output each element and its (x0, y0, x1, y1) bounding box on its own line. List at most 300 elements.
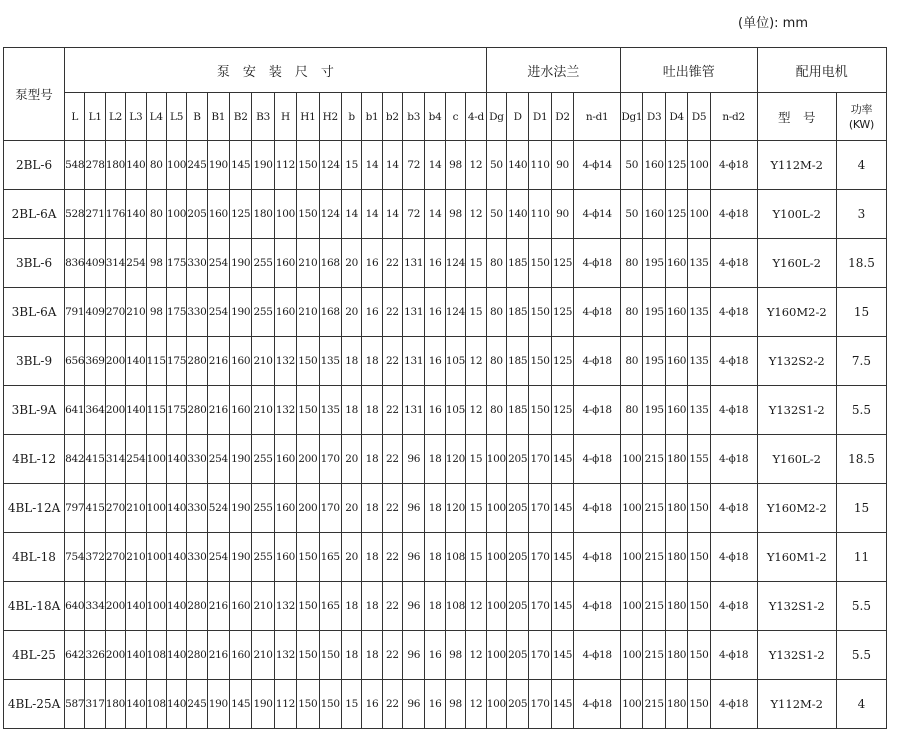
outlet-cell: 180 (665, 435, 687, 484)
dim-cell: 145 (229, 680, 251, 729)
dim-cell: 96 (403, 680, 425, 729)
inlet-cell: 125 (551, 239, 573, 288)
dim-cell: 22 (382, 680, 402, 729)
dim-cell: 150 (297, 190, 319, 239)
dim-cell: 334 (85, 582, 105, 631)
inlet-cell: 150 (529, 337, 551, 386)
dim-cell: 168 (319, 239, 341, 288)
inlet-cell: 205 (507, 484, 529, 533)
dim-cell: 16 (362, 288, 382, 337)
dim-cell: 245 (187, 141, 207, 190)
table-row (4, 435, 887, 484)
inlet-cell: 205 (507, 533, 529, 582)
dim-cell: 108 (146, 680, 166, 729)
pump-model-cell: 3BL-6A (4, 288, 65, 337)
dim-cell: 409 (85, 288, 105, 337)
dim-cell: 18 (362, 337, 382, 386)
motor-model-cell: Y132S1-2 (757, 582, 836, 631)
dim-cell: 140 (126, 337, 146, 386)
col-header-dim: b2 (382, 93, 402, 141)
dim-cell: 245 (187, 680, 207, 729)
outlet-cell: 215 (643, 631, 665, 680)
motor-model-cell: Y160L-2 (757, 239, 836, 288)
motor-power-cell: 7.5 (836, 337, 886, 386)
motor-power-cell: 11 (836, 533, 886, 582)
dim-cell: 15 (466, 484, 487, 533)
inlet-cell: 4-ϕ18 (574, 631, 621, 680)
table-row (4, 386, 887, 435)
pump-model-cell: 3BL-9 (4, 337, 65, 386)
dim-cell: 16 (425, 631, 445, 680)
dim-cell: 100 (274, 190, 296, 239)
dim-cell: 254 (207, 435, 229, 484)
outlet-cell: 80 (621, 288, 643, 337)
dim-cell: 18 (341, 386, 361, 435)
dim-cell: 326 (85, 631, 105, 680)
outlet-cell: 215 (643, 533, 665, 582)
dim-cell: 160 (274, 435, 296, 484)
motor-power-cell: 5.5 (836, 582, 886, 631)
dim-cell: 96 (403, 484, 425, 533)
dim-cell: 98 (146, 239, 166, 288)
dim-cell: 168 (319, 288, 341, 337)
inlet-cell: 145 (551, 631, 573, 680)
inlet-cell: 185 (507, 288, 529, 337)
dim-cell: 254 (207, 533, 229, 582)
dim-cell: 270 (105, 484, 125, 533)
outlet-cell: 4-ϕ18 (710, 484, 757, 533)
table-row (4, 631, 887, 680)
dim-cell: 18 (425, 484, 445, 533)
dim-cell: 150 (297, 533, 319, 582)
dim-cell: 124 (445, 239, 465, 288)
dim-cell: 100 (166, 190, 186, 239)
dim-cell: 12 (466, 190, 487, 239)
dim-cell: 131 (403, 337, 425, 386)
inlet-cell: 80 (486, 239, 506, 288)
col-header-inlet: Dg (486, 93, 506, 141)
dim-cell: 15 (466, 533, 487, 582)
inlet-cell: 4-ϕ18 (574, 484, 621, 533)
motor-power-cell: 15 (836, 288, 886, 337)
dim-cell: 175 (166, 239, 186, 288)
dim-cell: 115 (146, 337, 166, 386)
dim-cell: 160 (229, 582, 251, 631)
dim-cell: 108 (146, 631, 166, 680)
dim-cell: 271 (85, 190, 105, 239)
dim-cell: 20 (341, 435, 361, 484)
inlet-cell: 150 (529, 288, 551, 337)
inlet-cell: 170 (529, 582, 551, 631)
dim-cell: 170 (319, 435, 341, 484)
dim-cell: 255 (252, 484, 274, 533)
dim-cell: 18 (341, 631, 361, 680)
outlet-cell: 180 (665, 533, 687, 582)
dim-cell: 160 (274, 288, 296, 337)
dim-cell: 415 (85, 484, 105, 533)
col-header-dim: c (445, 93, 465, 141)
col-header-dim: b1 (362, 93, 382, 141)
col-header-motor-power (836, 93, 886, 141)
dim-cell: 120 (445, 484, 465, 533)
dim-cell: 96 (403, 435, 425, 484)
dim-cell: 14 (362, 190, 382, 239)
dim-cell: 132 (274, 631, 296, 680)
dim-cell: 15 (341, 680, 361, 729)
inlet-cell: 4-ϕ14 (574, 190, 621, 239)
dim-cell: 842 (65, 435, 85, 484)
outlet-cell: 4-ϕ18 (710, 141, 757, 190)
dim-cell: 210 (297, 288, 319, 337)
dim-cell: 200 (105, 386, 125, 435)
outlet-cell: 215 (643, 680, 665, 729)
col-header-dim: L4 (146, 93, 166, 141)
dim-cell: 100 (146, 435, 166, 484)
pump-model-cell: 2BL-6A (4, 190, 65, 239)
table-row (4, 141, 887, 190)
dim-cell: 15 (466, 239, 487, 288)
dim-cell: 100 (146, 484, 166, 533)
dim-cell: 270 (105, 288, 125, 337)
inlet-cell: 125 (551, 386, 573, 435)
outlet-cell: 180 (665, 631, 687, 680)
dim-cell: 22 (382, 435, 402, 484)
inlet-cell: 170 (529, 484, 551, 533)
col-header-dim: B1 (207, 93, 229, 141)
dim-cell: 254 (126, 239, 146, 288)
dim-cell: 175 (166, 288, 186, 337)
dim-cell: 22 (382, 631, 402, 680)
table-row (4, 582, 887, 631)
outlet-cell: 155 (688, 435, 710, 484)
dim-cell: 140 (166, 533, 186, 582)
pump-model-cell: 3BL-6 (4, 239, 65, 288)
table-row (4, 288, 887, 337)
dim-cell: 14 (382, 190, 402, 239)
pump-model-cell: 3BL-9A (4, 386, 65, 435)
dim-cell: 364 (85, 386, 105, 435)
outlet-cell: 150 (688, 533, 710, 582)
outlet-cell: 100 (688, 141, 710, 190)
dim-cell: 754 (65, 533, 85, 582)
dim-cell: 18 (362, 484, 382, 533)
dim-cell: 98 (146, 288, 166, 337)
table-row (4, 239, 887, 288)
dim-cell: 140 (126, 386, 146, 435)
dim-cell: 105 (445, 337, 465, 386)
pump-dimension-table (3, 47, 887, 729)
inlet-cell: 80 (486, 337, 506, 386)
dim-cell: 15 (466, 435, 487, 484)
inlet-cell: 4-ϕ18 (574, 337, 621, 386)
outlet-cell: 195 (643, 288, 665, 337)
dim-cell: 96 (403, 582, 425, 631)
inlet-cell: 145 (551, 435, 573, 484)
outlet-cell: 100 (621, 533, 643, 582)
dim-cell: 120 (445, 435, 465, 484)
dim-cell: 140 (166, 435, 186, 484)
dim-cell: 254 (207, 288, 229, 337)
inlet-cell: 100 (486, 631, 506, 680)
motor-power-cell: 4 (836, 141, 886, 190)
dim-cell: 18 (362, 533, 382, 582)
col-header-dim: b4 (425, 93, 445, 141)
col-header-dim: H2 (319, 93, 341, 141)
outlet-cell: 180 (665, 680, 687, 729)
dim-cell: 132 (274, 582, 296, 631)
inlet-cell: 150 (529, 386, 551, 435)
motor-model-cell: Y160M2-2 (757, 288, 836, 337)
dim-cell: 210 (126, 484, 146, 533)
outlet-cell: 125 (665, 141, 687, 190)
dim-cell: 124 (319, 141, 341, 190)
dim-cell: 140 (166, 680, 186, 729)
outlet-cell: 150 (688, 680, 710, 729)
dim-cell: 255 (252, 435, 274, 484)
outlet-cell: 100 (688, 190, 710, 239)
dim-cell: 200 (105, 582, 125, 631)
inlet-cell: 205 (507, 680, 529, 729)
inlet-cell: 100 (486, 680, 506, 729)
dim-cell: 791 (65, 288, 85, 337)
dim-cell: 20 (341, 533, 361, 582)
dim-cell: 190 (252, 141, 274, 190)
dim-cell: 18 (362, 631, 382, 680)
dim-cell: 16 (425, 386, 445, 435)
col-header-inlet: D1 (529, 93, 551, 141)
dim-cell: 205 (187, 190, 207, 239)
dim-cell: 280 (187, 337, 207, 386)
inlet-cell: 145 (551, 533, 573, 582)
dim-cell: 278 (85, 141, 105, 190)
inlet-cell: 125 (551, 288, 573, 337)
dim-cell: 80 (146, 190, 166, 239)
dim-cell: 12 (466, 386, 487, 435)
pump-model-cell: 4BL-18A (4, 582, 65, 631)
col-header-dim: b3 (403, 93, 425, 141)
dim-cell: 372 (85, 533, 105, 582)
motor-model-cell: Y112M-2 (757, 141, 836, 190)
dim-cell: 524 (207, 484, 229, 533)
dim-cell: 190 (207, 680, 229, 729)
outlet-cell: 150 (688, 631, 710, 680)
dim-cell: 200 (105, 631, 125, 680)
dim-cell: 656 (65, 337, 85, 386)
power-header-label: 功率 (850, 102, 873, 116)
dim-cell: 200 (105, 337, 125, 386)
dim-cell: 80 (146, 141, 166, 190)
motor-power-cell: 15 (836, 484, 886, 533)
motor-power-cell: 3 (836, 190, 886, 239)
dim-cell: 150 (319, 631, 341, 680)
dim-cell: 150 (297, 680, 319, 729)
dim-cell: 18 (425, 582, 445, 631)
dim-cell: 100 (146, 582, 166, 631)
group-header-motor: 配用电机 (757, 48, 886, 93)
dim-cell: 12 (466, 582, 487, 631)
inlet-cell: 185 (507, 337, 529, 386)
dim-cell: 176 (105, 190, 125, 239)
dim-cell: 200 (297, 484, 319, 533)
dim-cell: 254 (207, 239, 229, 288)
dim-cell: 16 (362, 680, 382, 729)
dim-cell: 16 (425, 239, 445, 288)
inlet-cell: 90 (551, 141, 573, 190)
dim-cell: 314 (105, 239, 125, 288)
dim-cell: 160 (274, 484, 296, 533)
dim-cell: 150 (297, 141, 319, 190)
outlet-cell: 4-ϕ18 (710, 680, 757, 729)
dim-cell: 98 (445, 190, 465, 239)
dim-cell: 108 (445, 582, 465, 631)
outlet-cell: 80 (621, 386, 643, 435)
col-header-inlet: D2 (551, 93, 573, 141)
dim-cell: 108 (445, 533, 465, 582)
col-header-dim: B2 (229, 93, 251, 141)
dim-cell: 641 (65, 386, 85, 435)
dim-cell: 14 (362, 141, 382, 190)
dim-cell: 14 (425, 141, 445, 190)
dim-cell: 14 (425, 190, 445, 239)
dim-cell: 98 (445, 631, 465, 680)
pump-model-cell: 4BL-18 (4, 533, 65, 582)
dim-cell: 16 (425, 680, 445, 729)
table-row (4, 337, 887, 386)
col-header-dim: b (341, 93, 361, 141)
dim-cell: 20 (341, 484, 361, 533)
dim-cell: 200 (297, 435, 319, 484)
dim-cell: 140 (126, 631, 146, 680)
col-header-dim: 4-d (466, 93, 487, 141)
inlet-cell: 110 (529, 190, 551, 239)
motor-power-cell: 18.5 (836, 239, 886, 288)
dim-cell: 140 (166, 631, 186, 680)
dim-cell: 270 (105, 533, 125, 582)
inlet-cell: 4-ϕ18 (574, 435, 621, 484)
dim-cell: 280 (187, 631, 207, 680)
inlet-cell: 100 (486, 582, 506, 631)
dim-cell: 22 (382, 239, 402, 288)
dim-cell: 160 (207, 190, 229, 239)
outlet-cell: 4-ϕ18 (710, 435, 757, 484)
dim-cell: 150 (297, 337, 319, 386)
dim-cell: 190 (229, 435, 251, 484)
dim-cell: 280 (187, 386, 207, 435)
dim-cell: 22 (382, 582, 402, 631)
motor-power-cell: 5.5 (836, 631, 886, 680)
dim-cell: 115 (146, 386, 166, 435)
motor-model-cell: Y160M2-2 (757, 484, 836, 533)
dim-cell: 528 (65, 190, 85, 239)
dim-cell: 100 (146, 533, 166, 582)
dim-cell: 140 (166, 484, 186, 533)
dim-cell: 72 (403, 141, 425, 190)
dim-cell: 415 (85, 435, 105, 484)
inlet-cell: 185 (507, 239, 529, 288)
inlet-cell: 205 (507, 582, 529, 631)
outlet-cell: 4-ϕ18 (710, 631, 757, 680)
dim-cell: 642 (65, 631, 85, 680)
outlet-cell: 215 (643, 435, 665, 484)
dim-cell: 105 (445, 386, 465, 435)
dim-cell: 124 (319, 190, 341, 239)
dim-cell: 18 (425, 435, 445, 484)
outlet-cell: 125 (665, 190, 687, 239)
outlet-cell: 160 (665, 288, 687, 337)
motor-model-cell: Y100L-2 (757, 190, 836, 239)
dim-cell: 15 (466, 288, 487, 337)
dim-cell: 160 (229, 337, 251, 386)
dim-cell: 160 (274, 533, 296, 582)
dim-cell: 180 (105, 141, 125, 190)
outlet-cell: 100 (621, 631, 643, 680)
dim-cell: 140 (126, 680, 146, 729)
dim-cell: 14 (341, 190, 361, 239)
dim-cell: 145 (229, 141, 251, 190)
outlet-cell: 180 (665, 582, 687, 631)
dim-cell: 150 (297, 386, 319, 435)
dim-cell: 317 (85, 680, 105, 729)
col-header-dim: H (274, 93, 296, 141)
inlet-cell: 4-ϕ18 (574, 288, 621, 337)
dim-cell: 548 (65, 141, 85, 190)
dim-cell: 190 (229, 239, 251, 288)
inlet-cell: 80 (486, 386, 506, 435)
dim-cell: 180 (105, 680, 125, 729)
dim-cell: 330 (187, 484, 207, 533)
dim-cell: 150 (319, 680, 341, 729)
inlet-cell: 170 (529, 533, 551, 582)
dim-cell: 640 (65, 582, 85, 631)
outlet-cell: 100 (621, 680, 643, 729)
motor-model-cell: Y112M-2 (757, 680, 836, 729)
motor-model-cell: Y160L-2 (757, 435, 836, 484)
outlet-cell: 150 (688, 484, 710, 533)
outlet-cell: 4-ϕ18 (710, 239, 757, 288)
dim-cell: 140 (126, 190, 146, 239)
outlet-cell: 150 (688, 582, 710, 631)
motor-power-cell: 5.5 (836, 386, 886, 435)
dim-cell: 100 (166, 141, 186, 190)
inlet-cell: 170 (529, 435, 551, 484)
dim-cell: 22 (382, 337, 402, 386)
outlet-cell: 135 (688, 288, 710, 337)
outlet-cell: 4-ϕ18 (710, 533, 757, 582)
table-row (4, 190, 887, 239)
inlet-cell: 145 (551, 582, 573, 631)
power-header-unit: (KW) (848, 117, 875, 131)
dim-cell: 330 (187, 288, 207, 337)
dim-cell: 369 (85, 337, 105, 386)
outlet-cell: 160 (643, 190, 665, 239)
dim-cell: 131 (403, 239, 425, 288)
dim-cell: 131 (403, 386, 425, 435)
dim-cell: 160 (229, 631, 251, 680)
col-header-dim: L (65, 93, 85, 141)
pump-model-cell: 4BL-25A (4, 680, 65, 729)
inlet-cell: 100 (486, 533, 506, 582)
dim-cell: 16 (425, 337, 445, 386)
dim-cell: 180 (252, 190, 274, 239)
dim-cell: 140 (126, 141, 146, 190)
outlet-cell: 100 (621, 582, 643, 631)
inlet-cell: 90 (551, 190, 573, 239)
outlet-cell: 4-ϕ18 (710, 337, 757, 386)
inlet-cell: 140 (507, 141, 529, 190)
dim-cell: 280 (187, 582, 207, 631)
outlet-cell: 195 (643, 239, 665, 288)
inlet-cell: 50 (486, 190, 506, 239)
